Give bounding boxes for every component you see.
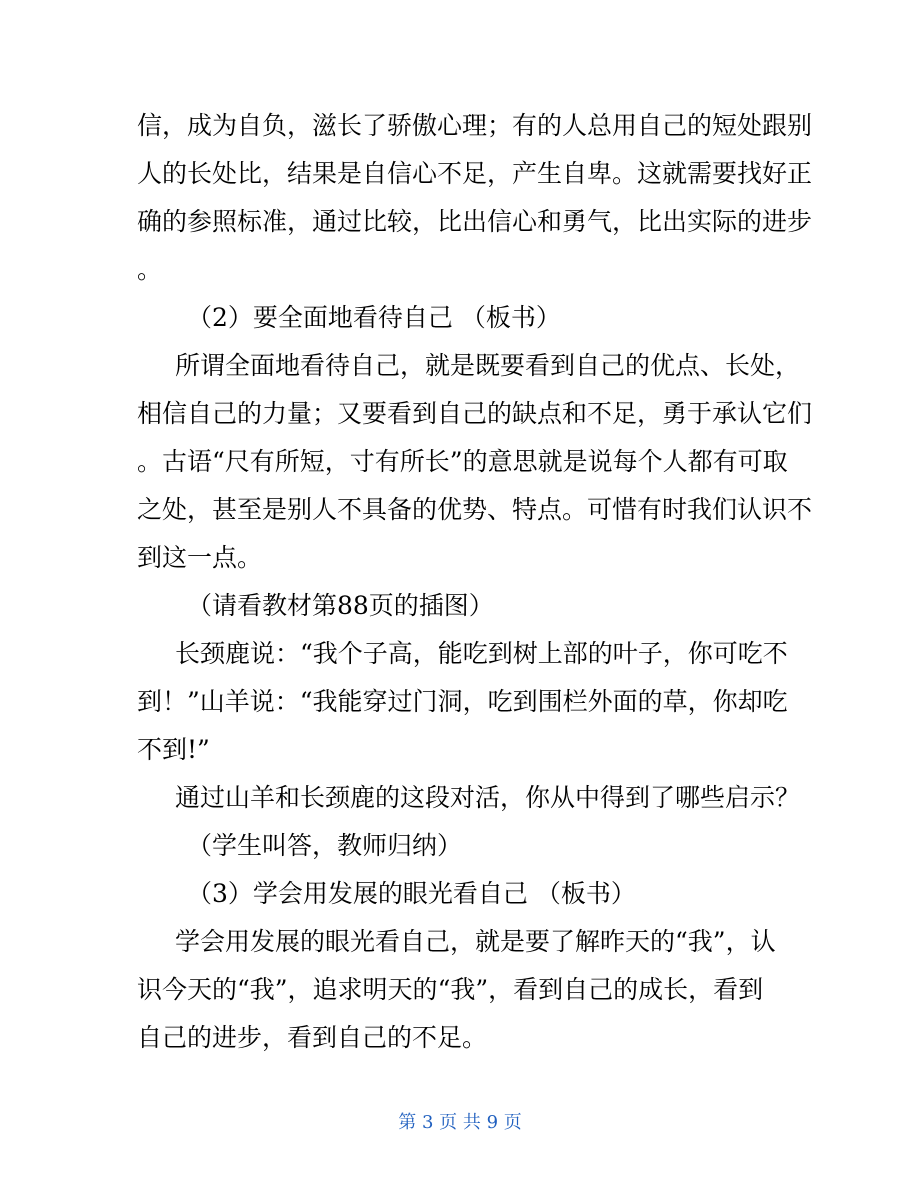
paragraph-line-2: 人的长处比，结果是自信心不足，产生自卑。这就需要找好正 xyxy=(137,159,813,188)
paragraph-line-6: 所谓全面地看待自己，就是既要看到自己的优点、长处， xyxy=(175,351,801,380)
figure-reference: （请看教材第88页的插图） xyxy=(187,591,494,620)
paragraph-line-8: 。古语“尺有所短，寸有所长”的意思就是说每个人都有可取 xyxy=(137,447,788,476)
paragraph-line-14: 不到!” xyxy=(137,735,210,764)
instruction-note: （学生叫答，教师归纳） xyxy=(187,831,463,860)
section-heading-3: （3）学会用发展的眼光看自己 （板书） xyxy=(187,879,636,908)
paragraph-line-10: 到这一点。 xyxy=(137,543,263,572)
paragraph-line-9: 之处，甚至是别人不具备的优势、特点。可惜有时我们认识不 xyxy=(137,495,813,524)
paragraph-line-7: 相信自己的力量；又要看到自己的缺点和不足，勇于承认它们 xyxy=(137,399,813,428)
paragraph-line-3: 确的参照标准，通过比较，比出信心和勇气，比出实际的进步 xyxy=(137,207,813,236)
paragraph-line-18: 学会用发展的眼光看自己，就是要了解昨天的“我”，认 xyxy=(175,927,776,956)
document-body xyxy=(137,102,813,1062)
paragraph-line-1: 信，成为自负，滋长了骄傲心理；有的人总用自己的短处跟别 xyxy=(137,111,813,140)
question-line: 通过山羊和长颈鹿的这段对活，你从中得到了哪些启示？ xyxy=(175,783,801,812)
section-heading-2: （2）要全面地看待自己 （板书） xyxy=(187,303,561,332)
paragraph-line-20: 自己的进步，看到自己的不足。 xyxy=(137,1023,488,1052)
page-number-footer: 第 3 页 共 9 页 xyxy=(398,1112,522,1133)
paragraph-line-19: 识今天的“我”，追求明天的“我”，看到自己的成长，看到 xyxy=(137,975,764,1004)
paragraph-line-12: 长颈鹿说：“我个子高，能吃到树上部的叶子，你可吃不 xyxy=(175,639,788,668)
paragraph-line-13: 到！”山羊说：“我能穿过门洞，吃到围栏外面的草，你却吃 xyxy=(137,687,788,716)
paragraph-line-4: 。 xyxy=(137,255,163,284)
